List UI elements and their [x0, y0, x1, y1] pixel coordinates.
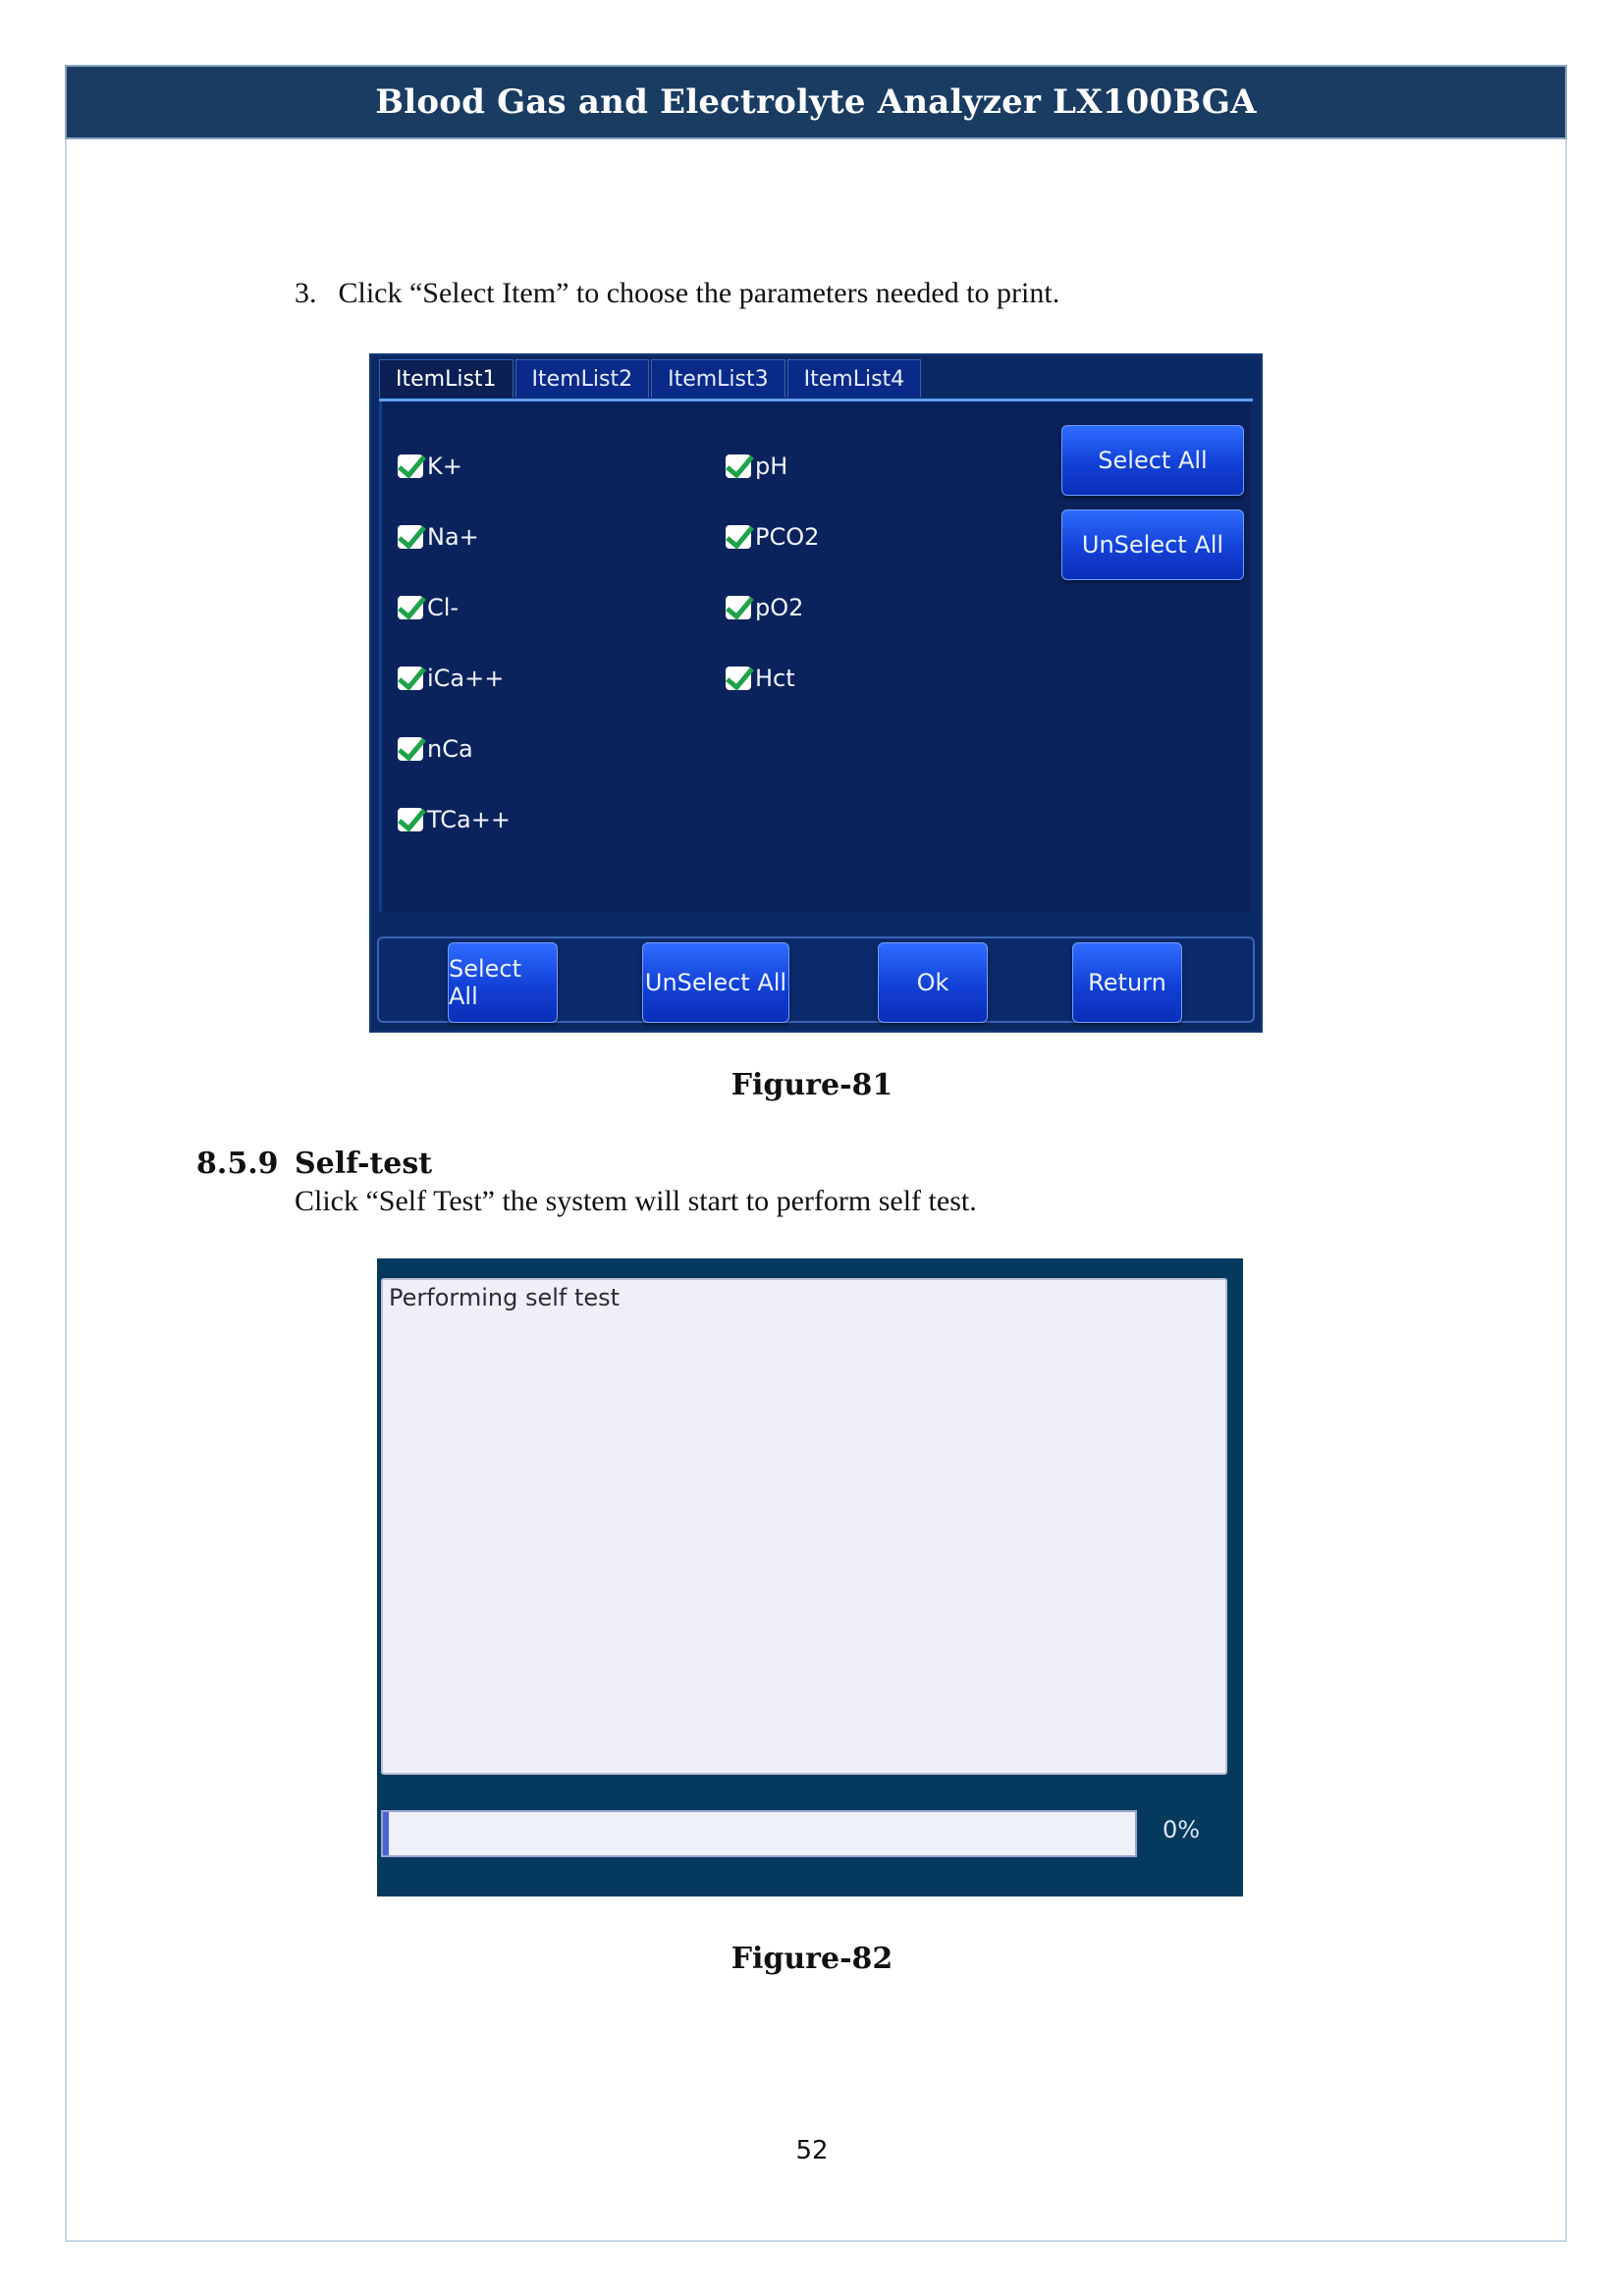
- checkbox-checked-icon[interactable]: [398, 525, 423, 549]
- tab-itemlist2[interactable]: ItemList2: [515, 359, 650, 398]
- checkbox-checked-icon[interactable]: [726, 525, 751, 549]
- ok-button[interactable]: Ok: [878, 942, 988, 1023]
- self-test-log: [381, 1278, 1227, 1775]
- item-label: K+: [427, 453, 462, 480]
- document-header: [65, 65, 1567, 139]
- item-list-panel: [379, 401, 1251, 912]
- checkbox-checked-icon[interactable]: [398, 596, 423, 619]
- checkbox-checked-icon[interactable]: [726, 596, 751, 619]
- section-number: 8.5.9: [196, 1147, 279, 1181]
- self-test-screen: [377, 1258, 1243, 1896]
- item-pco2[interactable]: [726, 523, 819, 551]
- step-3: [295, 277, 1059, 310]
- item-po2[interactable]: [726, 594, 803, 621]
- log-text: Performing self test: [389, 1284, 621, 1311]
- item-ica[interactable]: [398, 665, 504, 692]
- item-label: pH: [755, 453, 788, 480]
- progress-fill: [383, 1812, 389, 1855]
- unselect-all-button[interactable]: UnSelect All: [642, 942, 789, 1023]
- checkbox-checked-icon[interactable]: [398, 667, 423, 690]
- self-test-progress-bar: [381, 1810, 1137, 1857]
- select-all-button[interactable]: Select All: [448, 942, 558, 1023]
- item-label: pO2: [755, 594, 804, 621]
- item-cl[interactable]: [398, 594, 459, 621]
- checkbox-checked-icon[interactable]: [726, 454, 751, 478]
- step-number: 3.: [295, 277, 317, 309]
- figure-81-caption: Figure-81: [731, 1068, 893, 1102]
- checkbox-checked-icon[interactable]: [398, 454, 423, 478]
- item-na[interactable]: [398, 523, 479, 551]
- tab-itemlist3[interactable]: ItemList3: [651, 359, 785, 398]
- item-label: iCa++: [427, 665, 505, 692]
- figure-82-caption: Figure-82: [731, 1942, 893, 1976]
- document-title: Blood Gas and Electrolyte Analyzer LX100BGA: [375, 82, 1257, 122]
- progress-label: 0%: [1163, 1816, 1201, 1843]
- page-number: 52: [795, 2136, 829, 2165]
- item-nca[interactable]: [398, 735, 473, 763]
- item-tca[interactable]: [398, 806, 511, 833]
- item-hct[interactable]: [726, 665, 795, 692]
- side-select-all-button[interactable]: Select All: [1061, 425, 1244, 496]
- item-label: Cl-: [427, 594, 460, 621]
- tab-itemlist1[interactable]: ItemList1: [379, 359, 514, 398]
- item-label: PCO2: [755, 523, 820, 551]
- item-list-tabs: [379, 359, 923, 399]
- select-item-screen: [369, 353, 1263, 1033]
- section-title: Self-test: [295, 1147, 433, 1181]
- item-label: Hct: [755, 665, 795, 692]
- checkbox-checked-icon[interactable]: [726, 667, 751, 690]
- section-text: Click “Self Test” the system will start to perform self test.: [295, 1185, 977, 1217]
- bottom-button-bar: [377, 936, 1255, 1023]
- step-text: Click “Select Item” to choose the parameters needed to print.: [338, 277, 1060, 309]
- return-button[interactable]: Return: [1072, 942, 1182, 1023]
- item-label: Na+: [427, 523, 479, 551]
- checkbox-checked-icon[interactable]: [398, 737, 423, 761]
- item-label: TCa++: [427, 806, 511, 833]
- item-k[interactable]: [398, 453, 462, 480]
- item-label: nCa: [427, 735, 473, 763]
- checkbox-checked-icon[interactable]: [398, 808, 423, 831]
- item-ph[interactable]: [726, 453, 787, 480]
- side-unselect-all-button[interactable]: UnSelect All: [1061, 509, 1244, 580]
- tab-itemlist4[interactable]: ItemList4: [787, 359, 922, 398]
